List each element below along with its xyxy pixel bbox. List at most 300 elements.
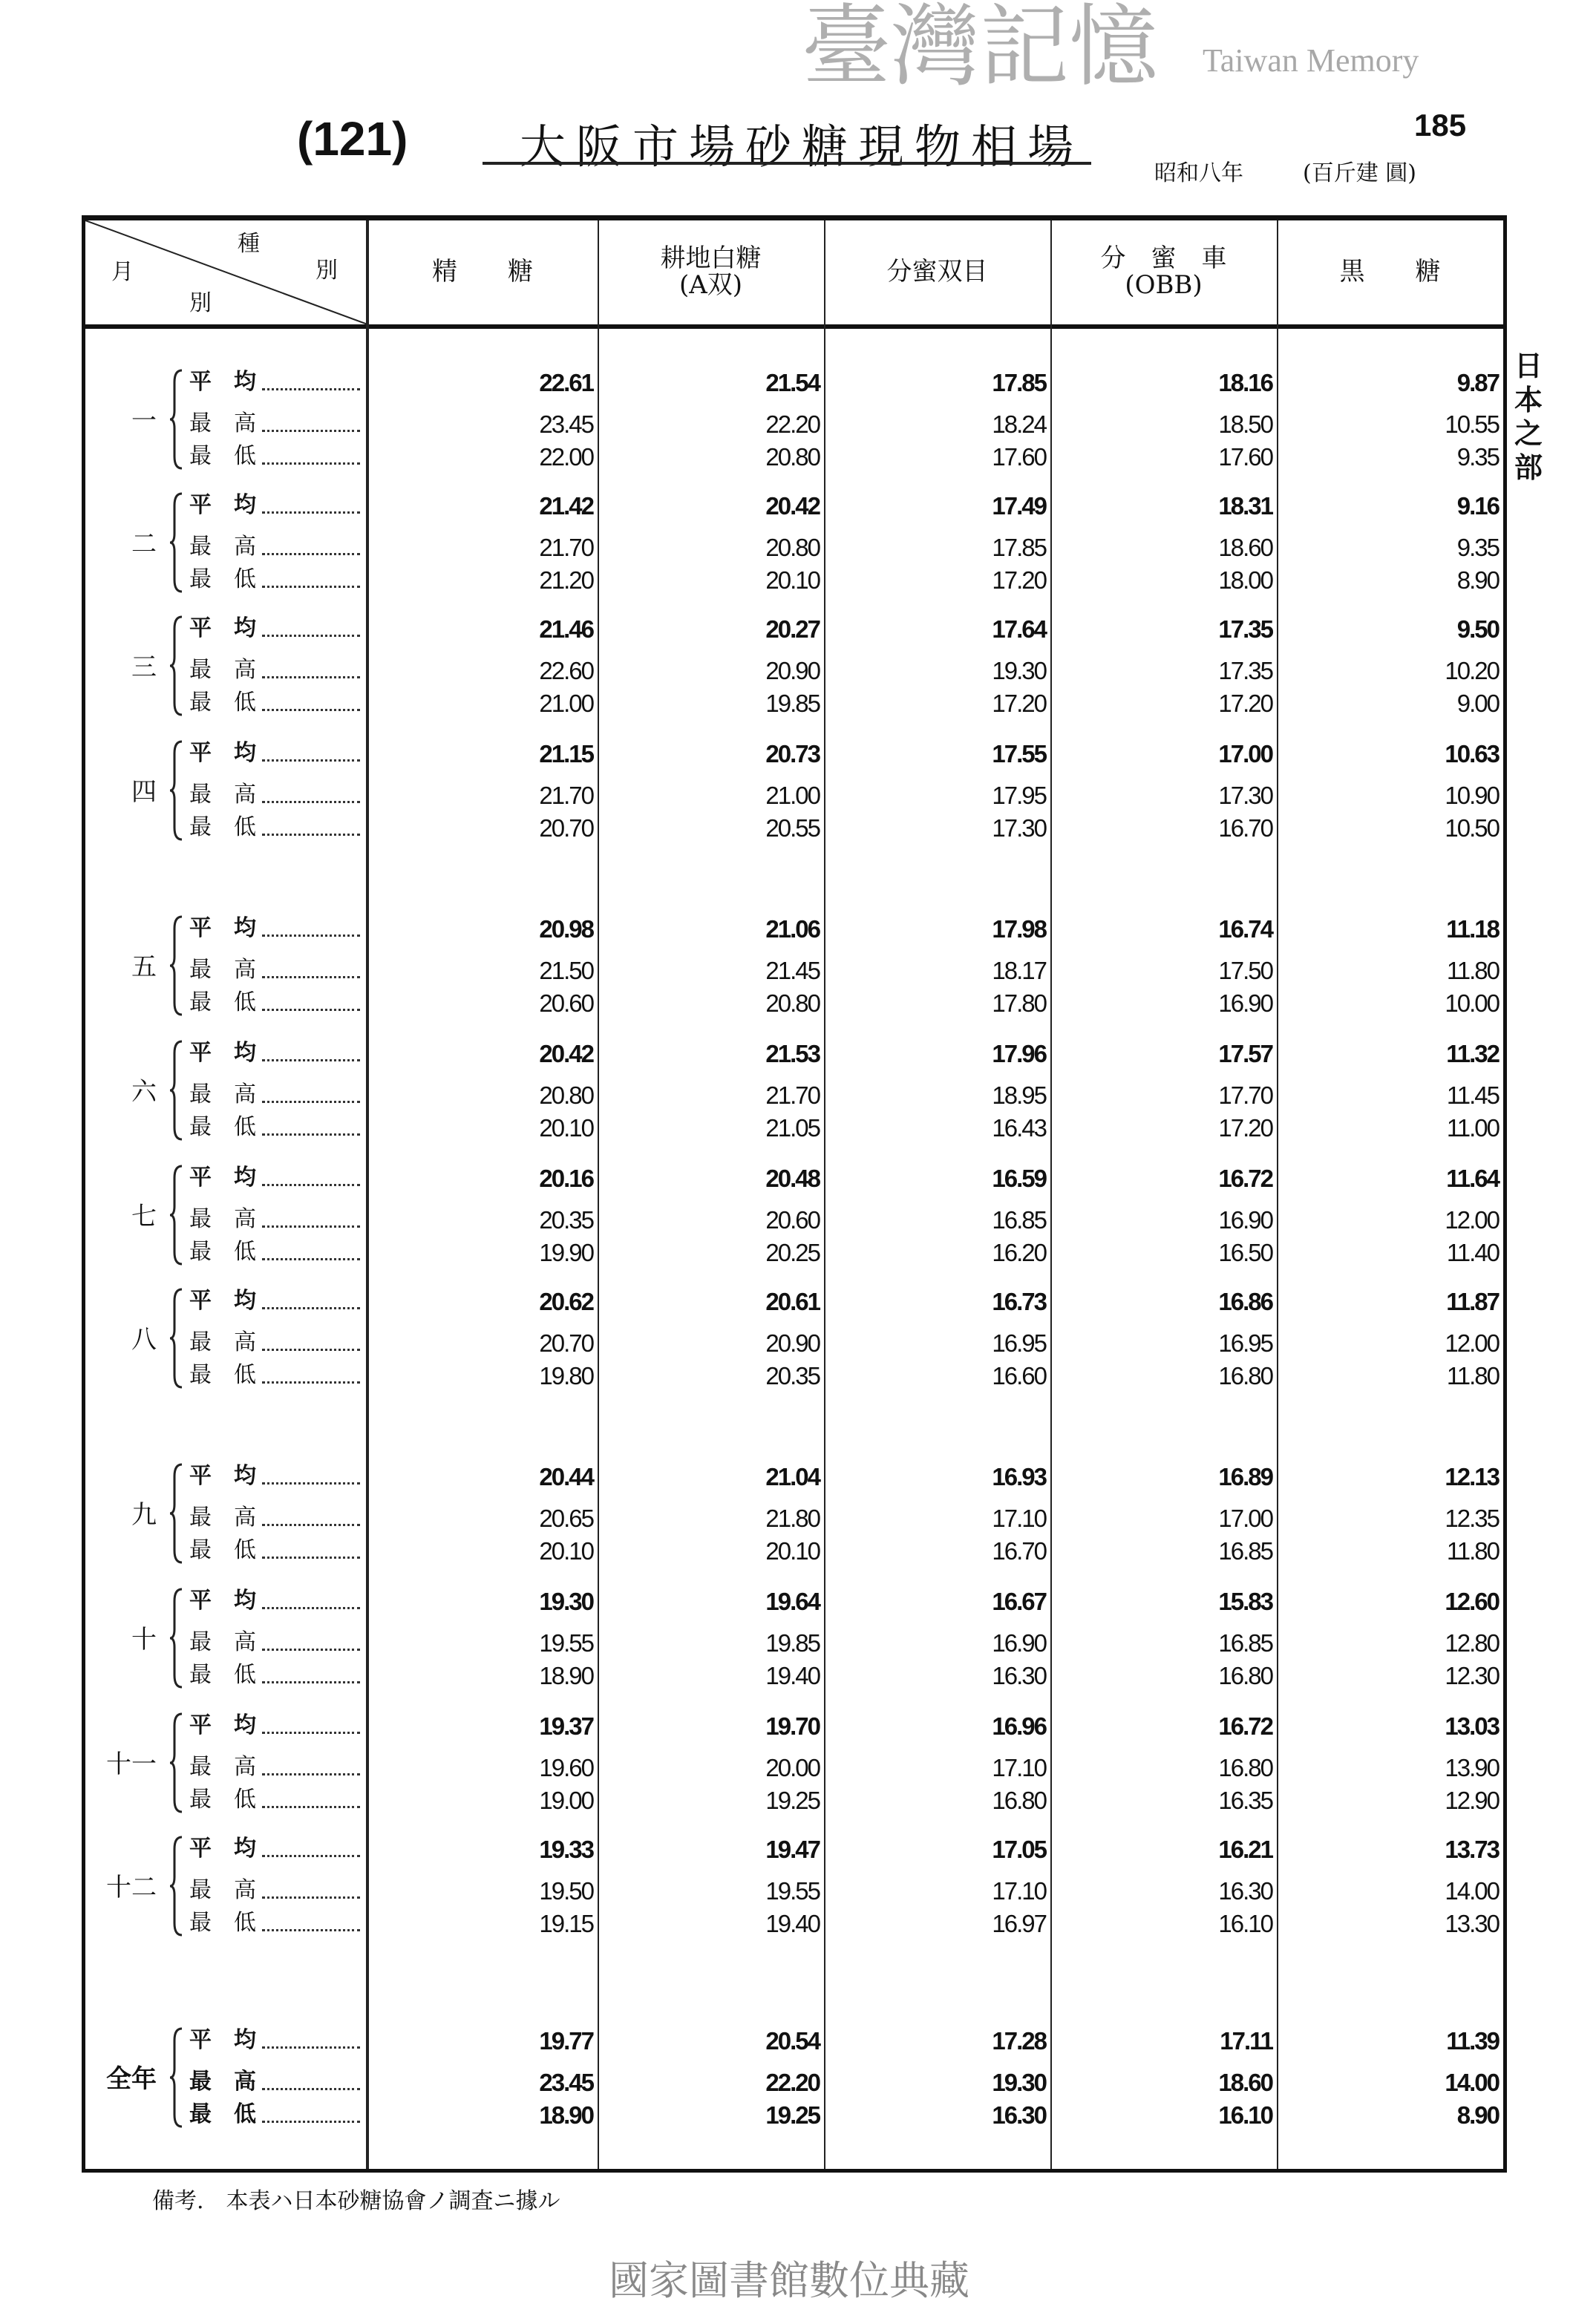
table-cell: 17.35 [1218, 615, 1272, 643]
watermark-en: Taiwan Memory [1203, 42, 1419, 79]
column-header: 耕地白糖 (A双) [660, 243, 762, 300]
table-cell: 19.64 [765, 1588, 820, 1615]
row-label: 最 低 [189, 1239, 256, 1265]
table-cell: 16.10 [1218, 1910, 1272, 1937]
month-label: 一 [131, 406, 157, 436]
dot-leader [262, 1607, 360, 1609]
table-cell: 16.50 [1218, 1239, 1272, 1266]
table-cell: 21.06 [765, 915, 820, 943]
column-header: 精 糖 [432, 257, 533, 287]
table-cell: 20.90 [765, 1329, 820, 1357]
row-label: 平 均 [189, 915, 256, 941]
table-cell: 16.95 [1218, 1329, 1272, 1357]
dot-leader [262, 801, 360, 803]
table-cell: 22.20 [765, 2069, 820, 2096]
table-cell: 20.16 [539, 1165, 593, 1192]
brace-icon [169, 1286, 185, 1390]
footnote: 備考. 本表ハ日本砂糖協會ノ調査ニ據ル [152, 2188, 560, 2214]
dot-leader [262, 1009, 360, 1011]
table-cell: 16.72 [1218, 1165, 1272, 1192]
table-cell: 17.64 [992, 615, 1046, 643]
dot-leader [262, 1482, 360, 1485]
table-cell: 14.00 [1445, 2069, 1499, 2096]
table-cell: 21.15 [539, 740, 593, 767]
table-cell: 21.54 [765, 369, 820, 396]
table-cell: 16.97 [992, 1910, 1046, 1937]
table-cell: 10.90 [1445, 782, 1499, 809]
table-cell: 10.20 [1445, 657, 1499, 684]
table-cell: 20.61 [765, 1288, 820, 1315]
table-cell: 11.40 [1446, 1239, 1499, 1266]
dot-leader [262, 553, 360, 555]
table-cell: 20.35 [765, 1362, 820, 1390]
column-divider [1050, 220, 1052, 2169]
table-cell: 21.80 [765, 1505, 820, 1532]
table-cell: 12.60 [1445, 1588, 1499, 1615]
table-cell: 17.00 [1218, 1505, 1272, 1532]
row-label: 最 高 [189, 1081, 256, 1107]
column-header: 分 蜜 車 (OBB) [1100, 243, 1227, 300]
month-label: 五 [131, 952, 157, 982]
table-cell: 11.87 [1446, 1288, 1499, 1315]
table-cell: 11.80 [1446, 1362, 1499, 1390]
table-cell: 20.42 [765, 492, 820, 520]
table-cell: 16.30 [992, 1662, 1046, 1689]
row-label: 最 高 [189, 957, 256, 983]
table-cell: 16.85 [1218, 1629, 1272, 1657]
dot-leader [262, 1133, 360, 1136]
table-cell: 19.00 [539, 1787, 593, 1814]
table-cell: 13.30 [1445, 1910, 1499, 1937]
row-label: 最 低 [189, 690, 256, 716]
table-cell: 18.31 [1218, 492, 1272, 520]
row-label: 最 低 [189, 989, 256, 1015]
table-cell: 21.05 [765, 1114, 820, 1142]
table-cell: 16.43 [992, 1114, 1046, 1142]
month-label: 六 [131, 1077, 157, 1107]
row-label: 平 均 [189, 740, 256, 766]
table-cell: 16.95 [992, 1329, 1046, 1357]
dot-leader [262, 1681, 360, 1683]
table-cell: 19.30 [539, 1588, 593, 1615]
table-cell: 22.00 [539, 443, 593, 471]
table-cell: 19.50 [539, 1877, 593, 1905]
row-label: 平 均 [189, 1165, 256, 1191]
row-label: 平 均 [189, 1588, 256, 1614]
table-cell: 20.60 [539, 989, 593, 1017]
title-underline [483, 162, 1091, 165]
table-cell: 11.18 [1446, 915, 1499, 943]
corner-top: 種 [238, 231, 260, 257]
table-cell: 19.77 [539, 2027, 593, 2055]
table-cell: 10.00 [1445, 989, 1499, 1017]
table-cell: 18.17 [992, 957, 1046, 984]
month-label: 十二 [106, 1873, 157, 1902]
row-label: 最 低 [189, 1662, 256, 1688]
table-cell: 16.96 [992, 1712, 1046, 1740]
table-cell: 16.86 [1218, 1288, 1272, 1315]
library-mark: 國家圖書館數位典藏 [609, 2257, 969, 2301]
month-label: 七 [131, 1202, 157, 1231]
brace-icon [169, 491, 185, 595]
row-label: 平 均 [189, 492, 256, 518]
unit-label: (百斤建 圓) [1303, 160, 1416, 186]
dot-leader [262, 1557, 360, 1559]
dot-leader [262, 388, 360, 390]
table-cell: 20.73 [765, 740, 820, 767]
table-cell: 20.25 [765, 1239, 820, 1266]
brace-icon [169, 2026, 185, 2130]
table-cell: 19.40 [765, 1662, 820, 1689]
corner-bottom: 別 [189, 290, 212, 316]
table-cell: 16.70 [1218, 814, 1272, 842]
table-cell: 19.30 [992, 2069, 1046, 2096]
table-cell: 12.13 [1445, 1463, 1499, 1490]
table-cell: 19.85 [765, 1629, 820, 1657]
table-cell: 22.20 [765, 410, 820, 438]
table-cell: 17.05 [992, 1836, 1046, 1863]
table-cell: 16.74 [1218, 915, 1272, 943]
table-cell: 8.90 [1456, 566, 1499, 594]
table-cell: 20.80 [765, 534, 820, 561]
dot-leader [262, 1225, 360, 1228]
side-label: 日本之部 [1514, 349, 1543, 484]
table-cell: 11.39 [1446, 2027, 1499, 2055]
row-label: 平 均 [189, 615, 256, 641]
dot-leader [262, 1101, 360, 1103]
dot-leader [262, 1524, 360, 1526]
dot-leader [262, 1649, 360, 1651]
table-cell: 17.60 [992, 443, 1046, 471]
table-cell: 9.00 [1456, 690, 1499, 717]
dot-leader [262, 1307, 360, 1309]
table-cell: 11.00 [1446, 1114, 1499, 1142]
table-cell: 11.32 [1446, 1040, 1499, 1067]
dot-leader [262, 2121, 360, 2123]
table-cell: 19.80 [539, 1362, 593, 1390]
row-label: 最 低 [189, 566, 256, 592]
brace-icon [169, 914, 185, 1018]
table-cell: 20.62 [539, 1288, 593, 1315]
row-label: 最 低 [189, 1362, 256, 1388]
table-cell: 17.20 [992, 690, 1046, 717]
column-header: 黒 糖 [1339, 257, 1441, 287]
brace-icon [169, 1462, 185, 1565]
table-cell: 18.95 [992, 1081, 1046, 1109]
table-cell: 18.60 [1218, 534, 1272, 561]
table-cell: 17.00 [1218, 740, 1272, 767]
page-title: 大阪市場砂糖現物相場 [520, 120, 1085, 174]
row-label: 最 高 [189, 782, 256, 808]
table-cell: 18.90 [539, 2101, 593, 2129]
table-cell: 19.30 [992, 657, 1046, 684]
table-cell: 20.80 [765, 989, 820, 1017]
brace-icon [169, 1038, 185, 1142]
table-cell: 22.61 [539, 369, 593, 396]
dot-leader [262, 834, 360, 836]
dot-leader [262, 586, 360, 588]
table-cell: 17.50 [1218, 957, 1272, 984]
row-label: 最 低 [189, 2101, 256, 2127]
table-cell: 17.28 [992, 2027, 1046, 2055]
dot-leader [262, 2046, 360, 2049]
dot-leader [262, 1349, 360, 1351]
brace-icon [169, 739, 185, 842]
table-cell: 19.33 [539, 1836, 593, 1863]
dot-leader [262, 1059, 360, 1061]
table-cell: 20.98 [539, 915, 593, 943]
row-label: 平 均 [189, 369, 256, 395]
table-cell: 20.70 [539, 1329, 593, 1357]
table-number: (121) [297, 112, 408, 166]
dot-leader [262, 1258, 360, 1260]
row-label: 平 均 [189, 1288, 256, 1314]
brace-icon [169, 1711, 185, 1815]
table-cell: 16.59 [992, 1165, 1046, 1192]
table-cell: 20.10 [539, 1537, 593, 1565]
corner-right: 別 [315, 258, 338, 284]
table-cell: 16.80 [992, 1787, 1046, 1814]
corner-left: 月 [111, 259, 134, 285]
table-cell: 20.55 [765, 814, 820, 842]
table-cell: 20.42 [539, 1040, 593, 1067]
table-cell: 16.93 [992, 1463, 1046, 1490]
table-cell: 17.96 [992, 1040, 1046, 1067]
table-cell: 17.11 [1220, 2027, 1272, 2055]
dot-leader [262, 430, 360, 432]
table-cell: 21.04 [765, 1463, 820, 1490]
row-label: 最 高 [189, 2069, 256, 2095]
table-cell: 17.70 [1218, 1081, 1272, 1109]
table-cell: 21.00 [539, 690, 593, 717]
table-cell: 17.10 [992, 1877, 1046, 1905]
table-cell: 21.46 [539, 615, 593, 643]
table-cell: 16.90 [1218, 1206, 1272, 1234]
table-cell: 16.20 [992, 1239, 1046, 1266]
table-cell: 18.60 [1218, 2069, 1272, 2096]
dot-leader [262, 1896, 360, 1899]
table-cell: 16.80 [1218, 1662, 1272, 1689]
row-label: 最 高 [189, 657, 256, 683]
dot-leader [262, 1381, 360, 1384]
table-cell: 16.80 [1218, 1754, 1272, 1781]
table-cell: 16.85 [992, 1206, 1046, 1234]
table-cell: 17.98 [992, 915, 1046, 943]
row-label: 最 高 [189, 1206, 256, 1232]
table-cell: 17.85 [992, 534, 1046, 561]
table-cell: 17.60 [1218, 443, 1272, 471]
table-cell: 12.90 [1445, 1787, 1499, 1814]
table-cell: 20.65 [539, 1505, 593, 1532]
row-label: 平 均 [189, 1712, 256, 1738]
dot-leader [262, 1773, 360, 1775]
table-cell: 19.60 [539, 1754, 593, 1781]
watermark: 臺灣記憶 [802, 0, 1158, 99]
row-label: 最 低 [189, 814, 256, 840]
row-label: 平 均 [189, 1040, 256, 1066]
table-cell: 13.03 [1445, 1712, 1499, 1740]
dot-leader [262, 462, 360, 465]
row-label: 最 低 [189, 1114, 256, 1140]
row-label: 平 均 [189, 1836, 256, 1862]
dot-leader [262, 1806, 360, 1808]
table-cell: 18.90 [539, 1662, 593, 1689]
month-label: 十 [131, 1625, 157, 1654]
table-cell: 16.72 [1218, 1712, 1272, 1740]
table-cell: 19.70 [765, 1712, 820, 1740]
table-cell: 21.53 [765, 1040, 820, 1067]
dot-leader [262, 976, 360, 978]
table-cell: 17.30 [1218, 782, 1272, 809]
table-cell: 13.73 [1445, 1836, 1499, 1863]
table-cell: 8.90 [1456, 2101, 1499, 2129]
row-label: 最 高 [189, 1329, 256, 1355]
dot-leader [262, 1184, 360, 1186]
row-label: 最 低 [189, 1787, 256, 1813]
column-divider [598, 220, 599, 2169]
table-cell: 19.25 [765, 1787, 820, 1814]
table-cell: 13.90 [1445, 1754, 1499, 1781]
dot-leader [262, 635, 360, 637]
table-cell: 23.45 [539, 410, 593, 438]
table-cell: 17.10 [992, 1754, 1046, 1781]
table-cell: 16.90 [992, 1629, 1046, 1657]
table-cell: 10.63 [1445, 740, 1499, 767]
table-cell: 16.67 [992, 1588, 1046, 1615]
table-cell: 19.55 [539, 1629, 593, 1657]
table-cell: 19.25 [765, 2101, 820, 2129]
table-cell: 20.90 [765, 657, 820, 684]
table-cell: 11.45 [1446, 1081, 1499, 1109]
table-cell: 17.85 [992, 369, 1046, 396]
table-cell: 11.80 [1446, 1537, 1499, 1565]
table-cell: 19.37 [539, 1712, 593, 1740]
table-cell: 17.20 [1218, 1114, 1272, 1142]
month-label: 十一 [106, 1750, 157, 1779]
brace-icon [169, 1163, 185, 1267]
month-label: 八 [131, 1325, 157, 1355]
table-cell: 17.20 [992, 566, 1046, 594]
table-cell: 12.30 [1445, 1662, 1499, 1689]
table-cell: 16.90 [1218, 989, 1272, 1017]
table-cell: 17.35 [1218, 657, 1272, 684]
table-cell: 9.35 [1456, 443, 1499, 471]
table-cell: 20.70 [539, 814, 593, 842]
table-cell: 16.30 [992, 2101, 1046, 2129]
table-cell: 20.10 [765, 1537, 820, 1565]
table-cell: 12.00 [1445, 1329, 1499, 1357]
table-cell: 16.30 [1218, 1877, 1272, 1905]
table-cell: 21.70 [539, 782, 593, 809]
row-label: 最 高 [189, 1505, 256, 1531]
table-cell: 16.80 [1218, 1362, 1272, 1390]
row-label: 最 高 [189, 410, 256, 436]
brace-icon [169, 367, 185, 471]
dot-leader [262, 1929, 360, 1931]
dot-leader [262, 709, 360, 711]
row-label: 最 高 [189, 1877, 256, 1903]
month-label: 三 [131, 652, 157, 682]
page-number: 185 [1414, 108, 1467, 143]
table-cell: 17.20 [1218, 690, 1272, 717]
dot-leader [262, 2088, 360, 2090]
dot-leader [262, 935, 360, 937]
table-cell: 15.83 [1218, 1588, 1272, 1615]
table-cell: 21.70 [765, 1081, 820, 1109]
table-cell: 16.70 [992, 1537, 1046, 1565]
column-divider [366, 220, 369, 2169]
table-cell: 17.80 [992, 989, 1046, 1017]
row-label: 最 低 [189, 1537, 256, 1563]
table-cell: 9.35 [1456, 534, 1499, 561]
table-cell: 12.80 [1445, 1629, 1499, 1657]
column-divider [1277, 220, 1278, 2169]
table-cell: 16.21 [1218, 1836, 1272, 1863]
price-table [82, 215, 1507, 2173]
table-cell: 17.10 [992, 1505, 1046, 1532]
table-cell: 12.00 [1445, 1206, 1499, 1234]
table-cell: 21.42 [539, 492, 593, 520]
table-cell: 16.89 [1218, 1463, 1272, 1490]
dot-leader [262, 1732, 360, 1734]
table-cell: 16.60 [992, 1362, 1046, 1390]
table-cell: 20.10 [539, 1114, 593, 1142]
table-cell: 16.73 [992, 1288, 1046, 1315]
table-cell: 22.60 [539, 657, 593, 684]
table-cell: 20.54 [765, 2027, 820, 2055]
brace-icon [169, 1834, 185, 1938]
month-label: 全年 [106, 2064, 157, 2094]
table-cell: 20.80 [539, 1081, 593, 1109]
brace-icon [169, 614, 185, 718]
table-cell: 17.49 [992, 492, 1046, 520]
table-cell: 18.16 [1218, 369, 1272, 396]
table-cell: 18.50 [1218, 410, 1272, 438]
column-divider [824, 220, 825, 2169]
row-label: 最 高 [189, 1629, 256, 1655]
table-cell: 18.24 [992, 410, 1046, 438]
month-label: 四 [131, 777, 157, 807]
row-label: 最 低 [189, 1910, 256, 1936]
table-cell: 9.16 [1456, 492, 1499, 520]
year-label: 昭和八年 [1154, 160, 1243, 186]
dot-leader [262, 759, 360, 762]
table-cell: 20.27 [765, 615, 820, 643]
table-cell: 16.35 [1218, 1787, 1272, 1814]
table-cell: 23.45 [539, 2069, 593, 2096]
table-cell: 20.80 [765, 443, 820, 471]
column-header: 分蜜双目 [886, 257, 988, 287]
table-cell: 21.50 [539, 957, 593, 984]
month-label: 二 [131, 529, 157, 559]
dot-leader [262, 1855, 360, 1857]
table-cell: 17.57 [1218, 1040, 1272, 1067]
table-cell: 20.00 [765, 1754, 820, 1781]
row-label: 最 低 [189, 443, 256, 469]
table-cell: 21.00 [765, 782, 820, 809]
table-cell: 20.48 [765, 1165, 820, 1192]
table-cell: 19.90 [539, 1239, 593, 1266]
table-cell: 19.55 [765, 1877, 820, 1905]
row-label: 最 高 [189, 1754, 256, 1780]
table-cell: 20.10 [765, 566, 820, 594]
table-cell: 12.35 [1445, 1505, 1499, 1532]
row-label: 平 均 [189, 1463, 256, 1489]
table-cell: 19.15 [539, 1910, 593, 1937]
dot-leader [262, 676, 360, 678]
month-label: 九 [131, 1500, 157, 1530]
brace-icon [169, 1586, 185, 1690]
